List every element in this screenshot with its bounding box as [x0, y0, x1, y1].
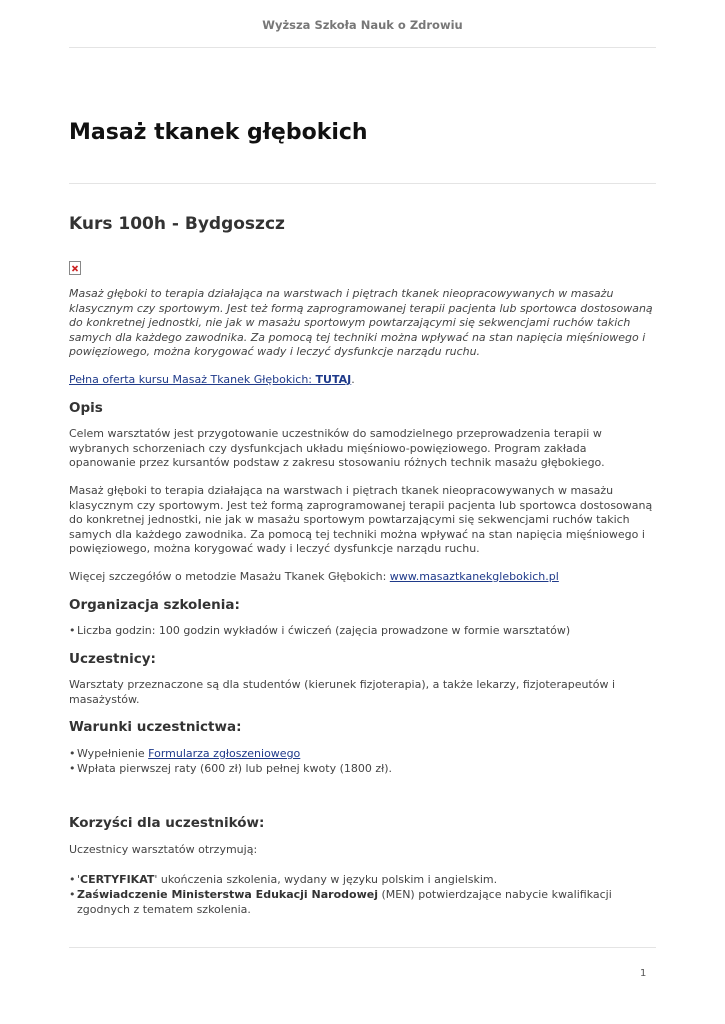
section-heading-uczestnicy: Uczestnicy:: [69, 650, 156, 667]
course-title: Kurs 100h - Bydgoszcz: [69, 214, 285, 234]
list-item: • Liczba godzin: 100 godzin wykładów i ćwiczeń (zajęcia prowadzone w formie warsztatów): [69, 624, 656, 639]
page-title: Masaż tkanek głębokich: [69, 120, 368, 145]
broken-image-icon: [69, 261, 81, 275]
offer-link[interactable]: Pełna oferta kursu Masaż Tkanek Głębokich: TUTAJ: [69, 372, 352, 386]
content: [69, 287, 656, 930]
title-divider: [69, 183, 656, 184]
section-heading-opis: Opis: [69, 399, 103, 416]
section-heading-korzysci: Korzyści dla uczestników:: [69, 815, 265, 832]
opis-paragraph-2: Masaż głęboki to terapia działająca na warstwach i piętrach tkanek nieopracowywanych w masażu klasycznym czy sportowym. Jest też formą zaprogramowanej terapii pacjenta lub sportowca dostosowaną do konkretnej jednostki, nie jak w masażu sportowym powtarzającymi się sekwencjami ruchów takich samych dla każdego zawodnika. Za pomocą tej techniki można wpływać na stan napięcia mięśniowego i powięziowego, można korygować wady i leczyć dysfunkcje narządu ruchu.: [69, 483, 653, 556]
list-item: • Wpłata pierwszej raty (600 zł) lub pełnej kwoty (1800 zł).: [69, 762, 656, 777]
korzysci-list: [69, 873, 656, 917]
intro-paragraph: Masaż głęboki to terapia działająca na warstwach i piętrach tkanek nieopracowywanych w masażu klasycznym czy sportowym. Jest też formą zaprogramowanej terapii pacjenta lub sportowca dostosowaną do konkretnej jednostki, nie jak w masażu sportowym powtarzającymi się sekwencjami ruchów takich samych dla każdego zawodnika. Za pomocą tej techniki można wpływać na stan napięcia mięśniowego i powięziowego, można korygować wady i leczyć dysfunkcje narządu ruchu.: [69, 287, 653, 359]
registration-form-link[interactable]: Formularza zgłoszeniowego: [148, 747, 301, 761]
korzysci-intro: Uczestnicy warsztatów otrzymują:: [69, 842, 258, 856]
list-item: • Zaświadczenie Ministerstwa Edukacji Narodowej (MEN) potwierdzające nabycie kwalifikacji zgodnych z tematem szkolenia.: [69, 888, 656, 917]
section-heading-warunki: Warunki uczestnictwa:: [69, 719, 242, 736]
footer-divider: [69, 947, 656, 948]
method-website-link[interactable]: www.masaztkanekglebokich.pl: [389, 569, 559, 583]
uczestnicy-paragraph: Warsztaty przeznaczone są dla studentów (kierunek fizjoterapia), a także lekarzy, fizjoterapeutów i masażystów.: [69, 678, 616, 706]
warunki-list: [69, 747, 656, 776]
list-item: • 'CERTYFIKAT' ukończenia szkolenia, wydany w języku polskim i angielskim.: [69, 873, 656, 888]
page-number: 1: [640, 968, 647, 979]
offer-paragraph: Pełna oferta kursu Masaż Tkanek Głębokich: TUTAJ.: [69, 372, 355, 386]
organizacja-list: [69, 624, 656, 639]
opis-paragraph-1: Celem warsztatów jest przygotowanie uczestników do samodzielnego przeprowadzenia terapii w wybranych schorzeniach czy dysfunkcjach układu mięśniowo-powięziowego. Program zakłada opanowanie przez kursantów podstaw z zakresu stosowaniu różnych technik masażu głębokiego.: [69, 427, 605, 470]
more-info-paragraph: Więcej szczegółów o metodzie Masażu Tkanek Głębokich: www.masaztkanekglebokich.pl: [69, 569, 559, 583]
running-header: Wyższa Szkoła Nauk o Zdrowiu: [262, 18, 463, 32]
header-divider: [69, 47, 656, 48]
section-heading-organizacja: Organizacja szkolenia:: [69, 596, 240, 613]
list-item: • Wypełnienie Formularza zgłoszeniowego: [69, 747, 656, 762]
